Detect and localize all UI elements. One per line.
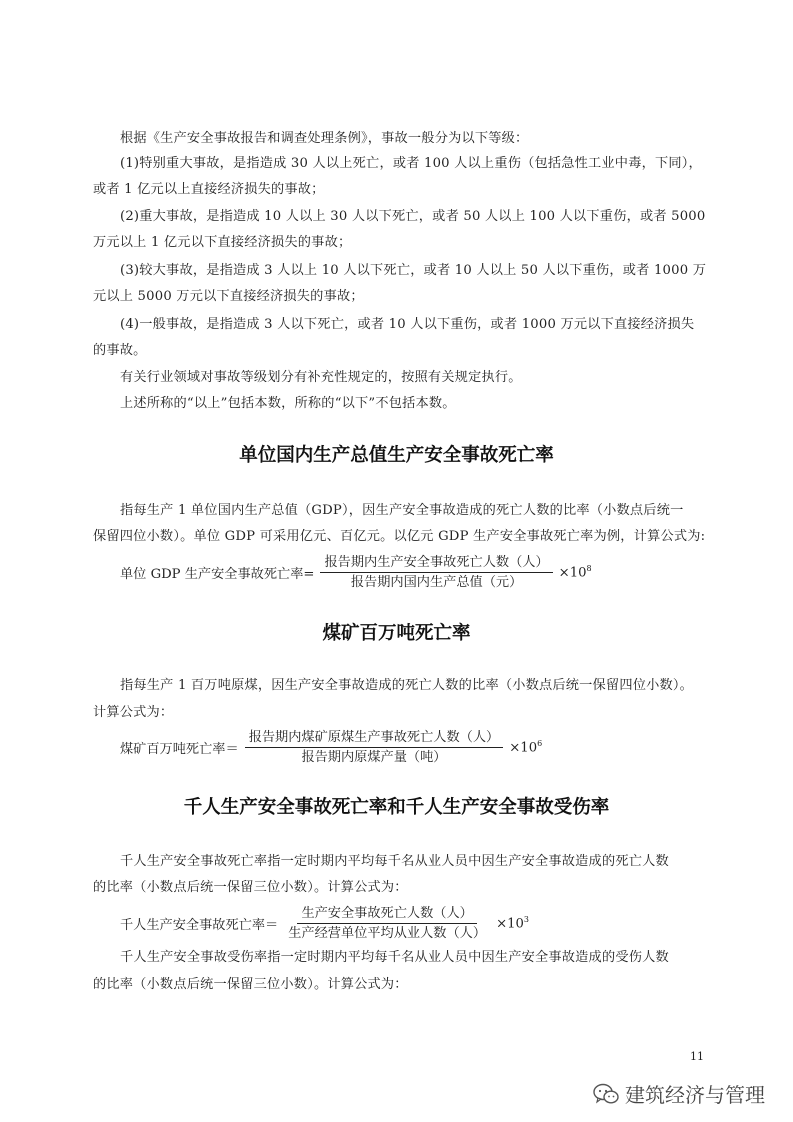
thousand-line-4: 的比率（小数点后统一保留三位小数）。计算公式为： [93,977,408,992]
intro-line-7: 元以上 5000 万元以下直接经济损失的事故； [93,289,364,304]
coal-line-1: 指每生产 1 百万吨原煤，因生产安全事故造成的死亡人数的比率（小数点后统一保留四位小数）。 [120,678,694,693]
thousand-line-3: 千人生产安全事故受伤率指一定时期内平均每千名从业人员中因生产安全事故造成的受伤人数 [120,950,669,965]
thousand-formula [120,905,529,942]
intro-line-5: 万元以上 1 亿元以下直接经济损失的事故； [93,235,352,250]
formula-lhs: 千人生产安全事故死亡率＝ [120,918,279,933]
multiplier-base: ×10 [509,740,538,756]
multiplier-exponent: 6 [537,739,543,749]
formula-numerator: 生产安全事故死亡人数（人） [297,905,476,924]
intro-line-8: (4)一般事故，是指造成 3 人以下死亡，或者 10 人以下重伤，或者 1000 万元以下直接经济损失 [120,317,695,332]
gdp-line-2: 保留四位小数）。单位 GDP 可采用亿元、百亿元。以亿元 GDP 生产安全事故死亡率为例，计算公式为: [93,529,706,544]
intro-line-11: 上述所称的“以上”包括本数，所称的“以下”不包括本数。 [120,396,456,411]
coal-formula [120,729,542,766]
watermark-text: 建筑经济与管理 [625,1083,765,1107]
formula-denominator: 报告期内原煤产量（吨） [301,750,447,765]
section-heading-coal: 煤矿百万吨死亡率 [322,623,471,644]
intro-line-4: (2)重大事故，是指造成 10 人以上 30 人以下死亡，或者 50 人以上 100 人以下重伤，或者 5000 [120,209,706,224]
intro-line-2: (1)特别重大事故，是指造成 30 人以上死亡，或者 100 人以上重伤（包括急性工业中毒，下同）， [120,156,702,171]
intro-line-9: 的事故。 [93,343,147,358]
intro-line-1: 根据《生产安全事故报告和调查处理条例》，事故一般分为以下等级： [120,131,529,146]
multiplier-exponent: 8 [586,564,592,574]
gdp-formula [120,554,592,591]
formula-numerator: 报告期内煤矿原煤生产事故死亡人数（人） [245,729,504,748]
formula-lhs: 单位 GDP 生产安全事故死亡率= [120,567,315,582]
watermark [593,1079,765,1108]
multiplier-base: ×10 [496,916,524,932]
gdp-line-1: 指每生产 1 单位国内生产总值（GDP），因生产安全事故造成的死亡人数的比率（小数点后统一 [120,503,684,518]
intro-line-3: 或者 1 亿元以上直接经济损失的事故； [93,182,325,197]
thousand-line-2: 的比率（小数点后统一保留三位小数）。计算公式为： [93,880,408,895]
page-number: 11 [690,1050,704,1063]
coal-line-2: 计算公式为： [93,705,174,720]
formula-multiplier [509,739,542,755]
multiplier-base: ×10 [558,565,587,581]
formula-lhs: 煤矿百万吨死亡率＝ [120,742,239,757]
thousand-line-1: 千人生产安全事故死亡率指一定时期内平均每千名从业人员中因生产安全事故造成的死亡人数 [120,854,669,869]
intro-line-10: 有关行业领域对事故等级划分有补充性规定的，按照有关规定执行。 [120,370,522,385]
formula-denominator: 报告期内国内生产总值（元） [350,575,523,590]
formula-fraction [320,554,552,591]
formula-fraction [245,729,504,766]
wechat-icon [593,1083,619,1105]
formula-multiplier [559,564,592,580]
formula-fraction [284,905,490,942]
formula-numerator: 报告期内生产安全事故死亡人数（人） [320,554,552,573]
formula-multiplier [496,915,529,931]
intro-line-6: (3)较大事故，是指造成 3 人以上 10 人以下死亡，或者 10 人以上 50 人以下重伤，或者 1000 万 [120,263,707,278]
section-heading-gdp: 单位国内生产总值生产安全事故死亡率 [239,445,554,466]
section-heading-thousand: 千人生产安全事故死亡率和千人生产安全事故受伤率 [183,797,610,818]
formula-denominator: 生产经营单位平均从业人数（人） [288,926,487,941]
multiplier-exponent: 3 [523,915,529,925]
